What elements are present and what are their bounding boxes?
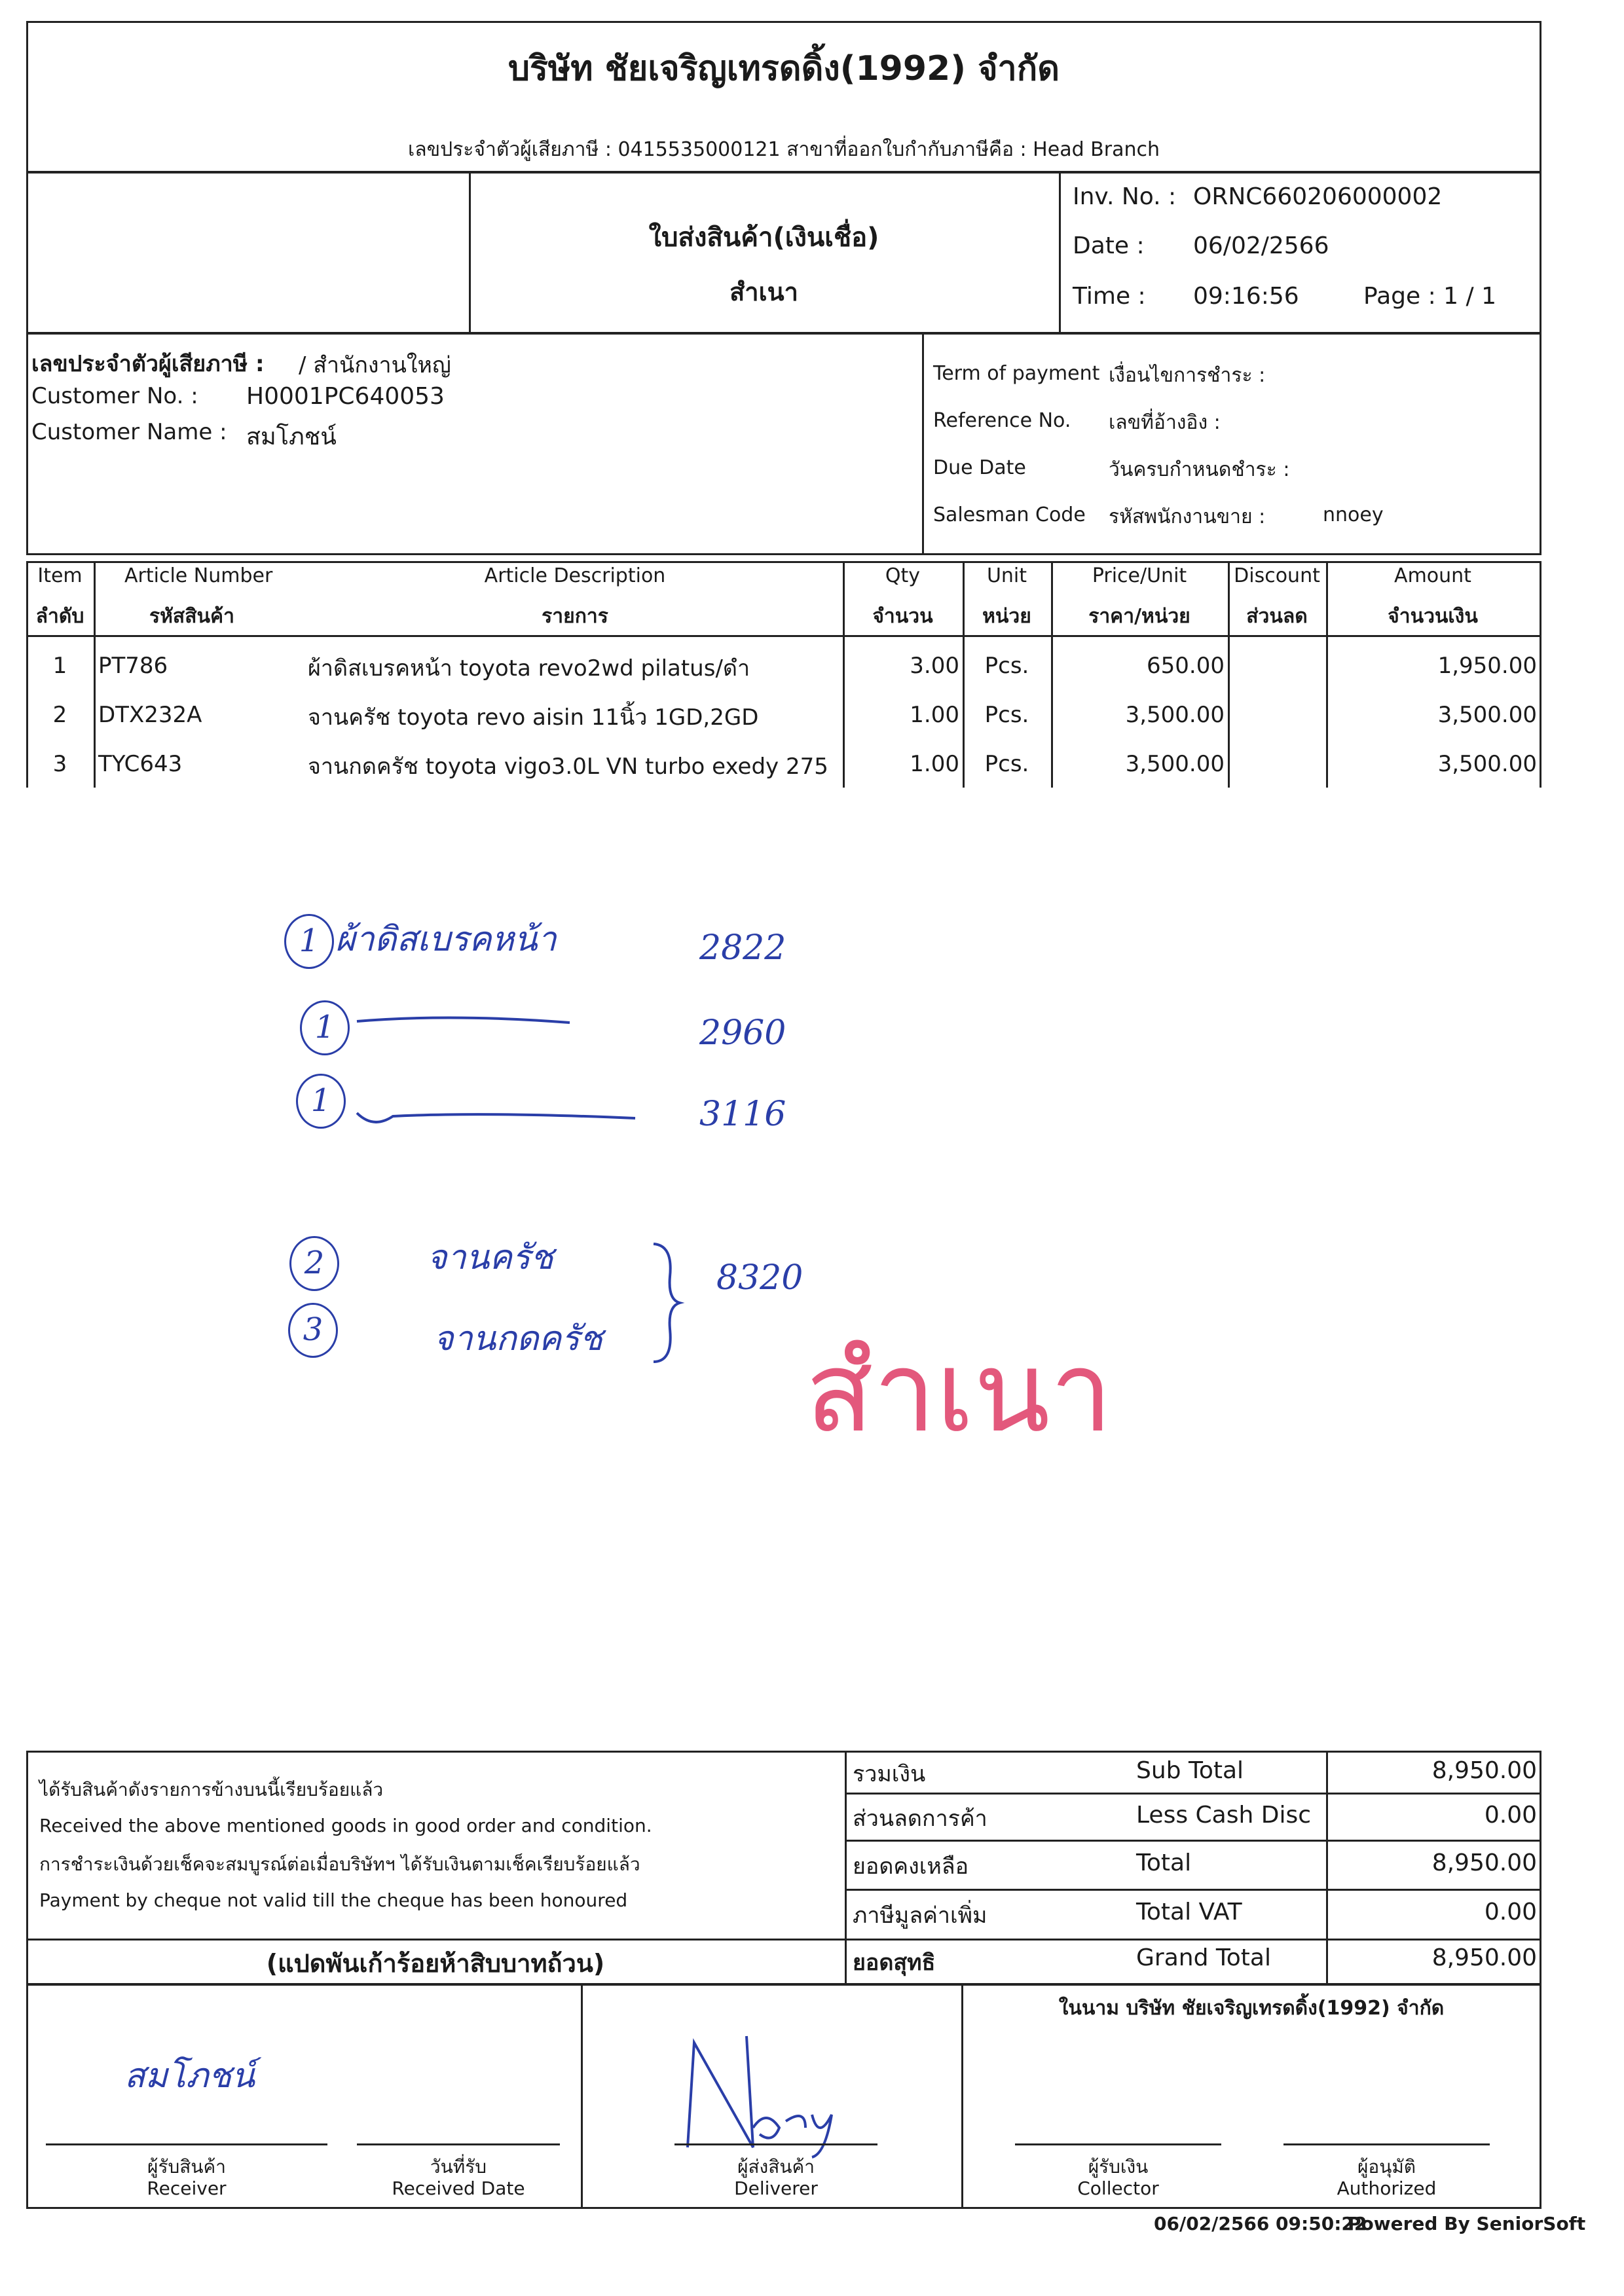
amount-in-words: (แปดพันเก้าร้อยห้าสิบบาทถ้วน) <box>266 1949 605 1978</box>
powered-by: Powered By SeniorSoft <box>1348 2213 1586 2234</box>
receiver-signature: สมโภชน์ <box>124 2056 255 2096</box>
note-received-th: ได้รับสินค้าดังรายการข้างบนนี้เรียบร้อยแล้ว <box>39 1779 384 1800</box>
received-date-label-th: วันที่รับ <box>430 2156 487 2178</box>
customer-tax-label: เลขประจำตัวผู้เสียภาษี : <box>31 351 265 377</box>
hand-number-3: 3116 <box>699 1095 786 1134</box>
grand-total-value: 8,950.00 <box>1431 1944 1537 1971</box>
header-code-en: Article Number <box>124 564 273 587</box>
hand-note-5: จานกดครัช <box>434 1319 603 1358</box>
header-desc-en: Article Description <box>484 564 666 587</box>
row-desc: จานกดครัช toyota vigo3.0L VN turbo exedy 275 <box>308 754 828 780</box>
customer-name-value: สมโภชน์ <box>246 424 337 450</box>
due-date-th: วันครบกำหนดชำระ : <box>1109 458 1290 481</box>
divider <box>581 1984 583 2209</box>
print-timestamp: 06/02/2566 09:50:22 <box>1154 2213 1367 2234</box>
total-value: 8,950.00 <box>1431 1757 1537 1784</box>
received-date-line <box>357 2143 560 2145</box>
row-item: 3 <box>52 751 67 777</box>
collector-sign-line <box>1015 2143 1221 2145</box>
row-amount: 1,950.00 <box>1437 653 1537 679</box>
divider <box>845 1840 1541 1842</box>
inv-value: ORNC660206000002 <box>1193 183 1443 210</box>
header-qty-th: จำนวน <box>872 605 933 628</box>
hand-circle-2: 1 <box>300 1000 350 1055</box>
hand-circle-4: 2 <box>289 1236 339 1291</box>
divider <box>845 1793 1541 1795</box>
total-label-en: Sub Total <box>1136 1757 1244 1784</box>
doc-copy-label: สำเนา <box>729 278 798 306</box>
customer-no-value: H0001PC640053 <box>246 383 445 410</box>
grand-total-label-th: ยอดสุทธิ <box>853 1950 936 1976</box>
total-label-th: ยอดคงเหลือ <box>853 1853 969 1880</box>
header-code-th: รหัสสินค้า <box>149 605 234 628</box>
hand-number-2: 2960 <box>699 1013 786 1053</box>
hand-circle-3: 1 <box>296 1074 346 1129</box>
note-cheque-th: การชำระเงินด้วยเช็คจะสมบูรณ์ต่อเมื่อบริษัทฯ ได้รับเงินตามเช็คเรียบร้อยแล้ว <box>39 1853 640 1875</box>
reference-th: เลขที่อ้างอิง : <box>1109 411 1221 434</box>
salesman-en: Salesman Code <box>933 503 1086 526</box>
total-value: 8,950.00 <box>1431 1850 1537 1876</box>
time-value: 09:16:56 <box>1193 283 1299 310</box>
deliverer-label-en: Deliverer <box>734 2178 818 2199</box>
row-price: 650.00 <box>1147 653 1225 679</box>
col-divider <box>1228 561 1230 788</box>
company-tax-line: เลขประจำตัวผู้เสียภาษี : 0415535000121 สาขาที่ออกใบกำกับภาษีคือ : Head Branch <box>408 138 1160 161</box>
header-discount-th: ส่วนลด <box>1246 605 1308 628</box>
total-label-th: ภาษีมูลค่าเพิ่ม <box>853 1903 987 1929</box>
note-cheque-en: Payment by cheque not valid till the cheque has been honoured <box>39 1889 628 1911</box>
divider <box>845 1751 847 1985</box>
deliverer-signature <box>674 2030 845 2160</box>
hand-dash-2 <box>354 1100 642 1133</box>
total-label-th: รวมเงิน <box>853 1761 926 1787</box>
term-payment-th: เงื่อนไขการชำระ : <box>1109 364 1266 387</box>
header-item-en: Item <box>37 564 83 587</box>
doc-title: ใบส่งสินค้า(เงินเชื่อ) <box>648 223 879 253</box>
authorized-sign-line <box>1283 2143 1490 2145</box>
authorized-label-en: Authorized <box>1337 2178 1437 2199</box>
hand-circle-1: 1 <box>284 914 334 969</box>
row-price: 3,500.00 <box>1125 751 1225 777</box>
hand-number-4: 8320 <box>716 1258 803 1298</box>
row-qty: 3.00 <box>910 653 959 679</box>
customer-no-label: Customer No. : <box>31 383 198 409</box>
note-received-en: Received the above mentioned goods in good order and condition. <box>39 1815 652 1836</box>
header-discount-en: Discount <box>1234 564 1320 587</box>
header-amount-en: Amount <box>1394 564 1471 587</box>
total-label-en: Total <box>1136 1850 1192 1876</box>
customer-name-label: Customer Name : <box>31 419 227 445</box>
header-price-en: Price/Unit <box>1092 564 1187 587</box>
divider <box>845 1889 1541 1891</box>
header-unit-en: Unit <box>986 564 1027 587</box>
total-value: 0.00 <box>1484 1802 1537 1829</box>
received-date-label-en: Received Date <box>392 2178 525 2199</box>
salesman-value: nnoey <box>1323 503 1384 526</box>
col-divider <box>94 561 96 788</box>
hand-dash-1 <box>354 1008 576 1034</box>
date-value: 06/02/2566 <box>1193 232 1329 259</box>
row-unit: Pcs. <box>984 751 1029 777</box>
due-date-en: Due Date <box>933 456 1026 479</box>
row-unit: Pcs. <box>984 653 1029 679</box>
hand-brace <box>647 1237 686 1368</box>
company-name: บริษัท ชัยเจริญเทรดดิ้ง(1992) จำกัด <box>507 49 1060 88</box>
row-code: TYC643 <box>98 751 183 777</box>
row-qty: 1.00 <box>910 751 959 777</box>
term-payment-en: Term of payment <box>933 362 1100 385</box>
hand-circle-5: 3 <box>288 1303 338 1358</box>
divider <box>1059 172 1061 334</box>
deliverer-sign-line <box>674 2143 877 2145</box>
hand-number-1: 2822 <box>699 928 786 968</box>
divider <box>922 333 924 555</box>
hand-note-4: จานครัช <box>427 1238 554 1277</box>
row-item: 2 <box>52 702 67 728</box>
inv-label: Inv. No. : <box>1073 183 1177 210</box>
copy-stamp: สำเนา <box>805 1328 1113 1457</box>
grand-total-label-en: Grand Total <box>1136 1944 1271 1971</box>
receiver-label-en: Receiver <box>147 2178 227 2199</box>
row-amount: 3,500.00 <box>1437 751 1537 777</box>
row-unit: Pcs. <box>984 702 1029 728</box>
total-value: 0.00 <box>1484 1899 1537 1925</box>
date-label: Date : <box>1073 232 1145 259</box>
time-label: Time : <box>1073 283 1146 310</box>
reference-en: Reference No. <box>933 409 1071 432</box>
row-desc: ผ้าดิสเบรคหน้า toyota revo2wd pilatus/ดำ <box>308 655 750 682</box>
total-label-en: Total VAT <box>1136 1899 1242 1925</box>
row-amount: 3,500.00 <box>1437 702 1537 728</box>
header-desc-th: รายการ <box>542 605 608 628</box>
row-desc: จานครัช toyota revo aisin 11นิ้ว 1GD,2GD <box>308 704 759 731</box>
header-amount-th: จำนวนเงิน <box>1388 605 1478 628</box>
header-qty-en: Qty <box>885 564 921 587</box>
header-unit-th: หน่วย <box>982 605 1031 628</box>
header-item-th: ลำดับ <box>35 605 84 628</box>
authorized-label-th: ผู้อนุมัติ <box>1357 2156 1416 2178</box>
row-code: DTX232A <box>98 702 202 728</box>
table-right-edge <box>1540 561 1541 788</box>
collector-label-en: Collector <box>1077 2178 1159 2199</box>
customer-tax-value: / สำนักงานใหญ่ <box>299 352 451 378</box>
on-behalf-of: ในนาม บริษัท ชัยเจริญเทรดดิ้ง(1992) จำกัด <box>1058 1997 1445 2020</box>
total-label-en: Less Cash Disc <box>1136 1802 1312 1829</box>
deliverer-label-th: ผู้ส่งสินค้า <box>737 2156 815 2178</box>
hand-note-1: ผ้าดิสเบรคหน้า <box>335 920 557 959</box>
receiver-sign-line <box>46 2143 327 2145</box>
row-qty: 1.00 <box>910 702 959 728</box>
row-price: 3,500.00 <box>1125 702 1225 728</box>
page-label: Page : 1 / 1 <box>1363 283 1496 310</box>
collector-label-th: ผู้รับเงิน <box>1088 2156 1149 2178</box>
row-code: PT786 <box>98 653 168 679</box>
row-item: 1 <box>52 653 67 679</box>
divider <box>26 1939 1541 1941</box>
salesman-th: รหัสพนักงานขาย : <box>1109 505 1266 528</box>
total-label-th: ส่วนลดการค้า <box>853 1806 987 1832</box>
receiver-label-th: ผู้รับสินค้า <box>147 2156 226 2178</box>
header-price-th: ราคา/หน่วย <box>1088 605 1190 628</box>
